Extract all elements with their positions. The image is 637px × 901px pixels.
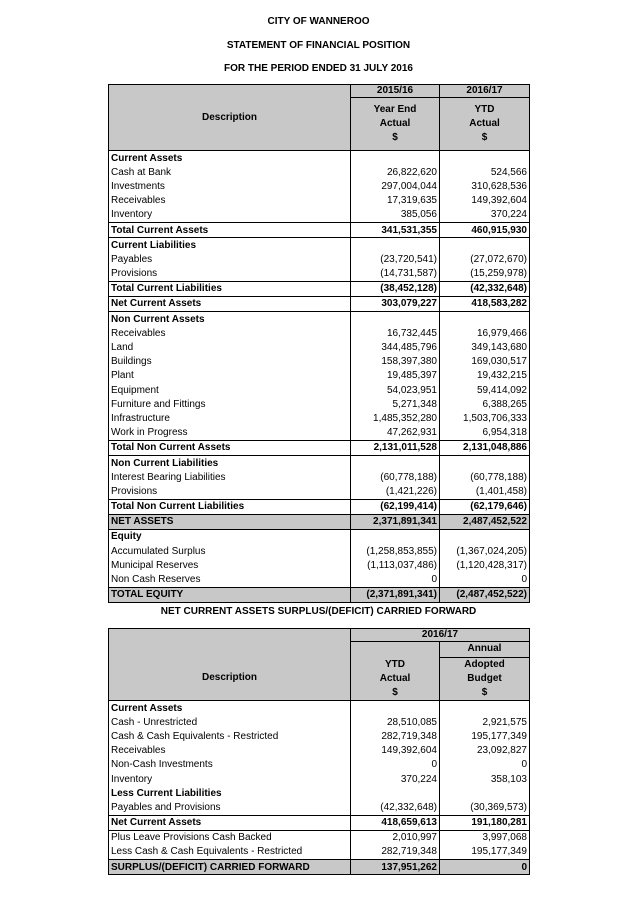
table-row — [109, 312, 530, 327]
row-value-1: 297,004,044 — [351, 179, 440, 193]
row-label: Total Non Current Assets — [109, 440, 351, 455]
row-value-1: 16,732,445 — [351, 326, 440, 340]
table-row — [109, 860, 530, 875]
row-label: TOTAL EQUITY — [109, 587, 351, 602]
year-end-actual-header: Year End Actual $ — [351, 98, 440, 151]
row-value-1 — [351, 151, 440, 166]
row-value-2: (15,259,978) — [440, 267, 530, 282]
row-value-2: (1,120,428,317) — [440, 558, 530, 572]
row-value-1: 370,224 — [351, 772, 440, 786]
table-row — [109, 772, 530, 786]
table-row — [109, 544, 530, 558]
table-row — [109, 484, 530, 499]
row-label: Non-Cash Investments — [109, 758, 351, 772]
row-label: Infrastructure — [109, 411, 351, 425]
row-value-1 — [351, 238, 440, 253]
row-value-1: (42,332,648) — [351, 800, 440, 815]
row-value-2: 149,392,604 — [440, 194, 530, 208]
table-row — [109, 470, 530, 484]
row-value-2: 2,131,048,886 — [440, 440, 530, 455]
table-row — [109, 815, 530, 830]
row-value-2: 0 — [440, 572, 530, 587]
row-label: Provisions — [109, 267, 351, 282]
annual-budget-header: Annual Adopted Budget $ — [440, 642, 530, 701]
row-label: Buildings — [109, 355, 351, 369]
row-value-1: 2,010,997 — [351, 830, 440, 845]
table-row — [109, 194, 530, 208]
table-row — [109, 572, 530, 587]
row-label: Provisions — [109, 484, 351, 499]
row-value-1: 1,485,352,280 — [351, 411, 440, 425]
row-value-2: 16,979,466 — [440, 326, 530, 340]
row-value-1 — [351, 786, 440, 800]
row-value-2: 191,180,281 — [440, 815, 530, 830]
row-value-1: 17,319,635 — [351, 194, 440, 208]
row-label: Total Current Liabilities — [109, 281, 351, 296]
table-row — [109, 397, 530, 411]
row-label: Current Liabilities — [109, 238, 351, 253]
row-value-1: 158,397,380 — [351, 355, 440, 369]
ytd-actual-header-2: YTD Actual $ — [351, 642, 440, 701]
row-label: Total Current Assets — [109, 222, 351, 237]
table-row — [109, 426, 530, 441]
row-value-1: (14,731,587) — [351, 267, 440, 282]
row-label: Net Current Assets — [109, 296, 351, 311]
row-label: Receivables — [109, 326, 351, 340]
row-label: Interest Bearing Liabilities — [109, 470, 351, 484]
row-value-1: (62,199,414) — [351, 499, 440, 514]
row-label: Accumulated Surplus — [109, 544, 351, 558]
row-value-2: 195,177,349 — [440, 845, 530, 860]
description-header-2: Description — [109, 629, 351, 701]
row-label: Non Current Liabilities — [109, 455, 351, 470]
table-row — [109, 845, 530, 860]
table-row — [109, 729, 530, 743]
table-row — [109, 208, 530, 223]
row-value-1: 2,131,011,528 — [351, 440, 440, 455]
row-value-2: (1,367,024,205) — [440, 544, 530, 558]
row-value-1: (38,452,128) — [351, 281, 440, 296]
financial-position-table — [108, 84, 530, 603]
table-row — [109, 786, 530, 800]
row-value-2 — [440, 238, 530, 253]
row-label: Cash at Bank — [109, 165, 351, 179]
row-value-1: 341,531,355 — [351, 222, 440, 237]
row-value-1 — [351, 529, 440, 544]
table-row — [109, 529, 530, 544]
year-2015-16-header: 2015/16 — [351, 85, 440, 98]
row-label: Non Cash Reserves — [109, 572, 351, 587]
table-row — [109, 455, 530, 470]
ytd-actual-header: YTD Actual $ — [440, 98, 530, 151]
row-value-1: 54,023,951 — [351, 383, 440, 397]
row-value-1: (1,421,226) — [351, 484, 440, 499]
statement-title: STATEMENT OF FINANCIAL POSITION — [226, 40, 411, 51]
row-value-1: (1,258,853,855) — [351, 544, 440, 558]
row-value-2: 3,997,068 — [440, 830, 530, 845]
row-value-2: 19,432,215 — [440, 369, 530, 383]
year-2016-17-header-2: 2016/17 — [351, 629, 530, 642]
row-value-1: 5,271,348 — [351, 397, 440, 411]
row-label: Municipal Reserves — [109, 558, 351, 572]
row-value-1: 149,392,604 — [351, 744, 440, 758]
row-value-1 — [351, 701, 440, 716]
row-value-2: (27,072,670) — [440, 252, 530, 266]
row-value-2: (60,778,188) — [440, 470, 530, 484]
table-row — [109, 281, 530, 296]
table-row — [109, 830, 530, 845]
row-label: Current Assets — [109, 701, 351, 716]
row-value-2: (42,332,648) — [440, 281, 530, 296]
row-value-2: 0 — [440, 860, 530, 875]
table-row — [109, 383, 530, 397]
row-label: Work in Progress — [109, 426, 351, 441]
table-row — [109, 340, 530, 354]
row-value-2: 2,487,452,522 — [440, 514, 530, 529]
surplus-table — [108, 628, 530, 875]
row-label: Furniture and Fittings — [109, 397, 351, 411]
row-label: Total Non Current Liabilities — [109, 499, 351, 514]
row-label: SURPLUS/(DEFICIT) CARRIED FORWARD — [109, 860, 351, 875]
row-value-2: 358,103 — [440, 772, 530, 786]
year-2016-17-header: 2016/17 — [440, 85, 530, 98]
row-value-2 — [440, 529, 530, 544]
row-value-1: 0 — [351, 572, 440, 587]
row-value-1: (2,371,891,341) — [351, 587, 440, 602]
table-row — [109, 296, 530, 311]
row-value-1: 2,371,891,341 — [351, 514, 440, 529]
table-row — [109, 369, 530, 383]
row-value-2 — [440, 455, 530, 470]
row-value-1: 137,951,262 — [351, 860, 440, 875]
row-value-1: (1,113,037,486) — [351, 558, 440, 572]
table-row — [109, 222, 530, 237]
row-label: Less Current Liabilities — [109, 786, 351, 800]
row-value-2: 370,224 — [440, 208, 530, 223]
table-row — [109, 758, 530, 772]
table-row — [109, 252, 530, 266]
row-value-1: (60,778,188) — [351, 470, 440, 484]
row-value-2: 418,583,282 — [440, 296, 530, 311]
row-value-2: 460,915,930 — [440, 222, 530, 237]
table-row — [109, 165, 530, 179]
table-row — [109, 440, 530, 455]
table-row — [109, 744, 530, 758]
row-value-2: 1,503,706,333 — [440, 411, 530, 425]
row-label: Payables — [109, 252, 351, 266]
row-label: Equity — [109, 529, 351, 544]
row-value-1: 26,822,620 — [351, 165, 440, 179]
row-value-2: 59,414,092 — [440, 383, 530, 397]
row-value-2: 0 — [440, 758, 530, 772]
row-label: NET ASSETS — [109, 514, 351, 529]
row-label: Current Assets — [109, 151, 351, 166]
table-row — [109, 179, 530, 193]
row-value-2 — [440, 151, 530, 166]
row-value-2: (62,179,646) — [440, 499, 530, 514]
row-value-2: (1,401,458) — [440, 484, 530, 499]
period-title: FOR THE PERIOD ENDED 31 JULY 2016 — [224, 63, 413, 74]
row-value-1: 418,659,613 — [351, 815, 440, 830]
row-label: Cash - Unrestricted — [109, 715, 351, 729]
surplus-title: NET CURRENT ASSETS SURPLUS/(DEFICIT) CARRIED FORWARD — [160, 606, 477, 617]
row-label: Less Cash & Cash Equivalents - Restricted — [109, 845, 351, 860]
row-label: Inventory — [109, 772, 351, 786]
row-value-2: 195,177,349 — [440, 729, 530, 743]
row-label: Land — [109, 340, 351, 354]
row-label: Receivables — [109, 194, 351, 208]
row-value-1: 282,719,348 — [351, 729, 440, 743]
row-label: Cash & Cash Equivalents - Restricted — [109, 729, 351, 743]
row-value-2: 524,566 — [440, 165, 530, 179]
row-label: Payables and Provisions — [109, 800, 351, 815]
table-row — [109, 800, 530, 815]
row-value-2: 23,092,827 — [440, 744, 530, 758]
row-label: Net Current Assets — [109, 815, 351, 830]
row-value-2 — [440, 701, 530, 716]
description-header: Description — [109, 85, 351, 151]
row-value-1 — [351, 312, 440, 327]
row-label: Inventory — [109, 208, 351, 223]
row-value-1: 303,079,227 — [351, 296, 440, 311]
row-value-2: 6,954,318 — [440, 426, 530, 441]
row-value-1: 282,719,348 — [351, 845, 440, 860]
row-value-2: 349,143,680 — [440, 340, 530, 354]
row-value-1: 28,510,085 — [351, 715, 440, 729]
row-value-2: (2,487,452,522) — [440, 587, 530, 602]
row-label: Non Current Assets — [109, 312, 351, 327]
row-label: Investments — [109, 179, 351, 193]
row-label: Plant — [109, 369, 351, 383]
table-row — [109, 151, 530, 166]
row-value-1: 344,485,796 — [351, 340, 440, 354]
row-value-2: 2,921,575 — [440, 715, 530, 729]
row-value-2 — [440, 786, 530, 800]
table-row — [109, 267, 530, 282]
row-label: Equipment — [109, 383, 351, 397]
row-value-1: 19,485,397 — [351, 369, 440, 383]
table-row — [109, 499, 530, 514]
row-value-1: 385,056 — [351, 208, 440, 223]
row-value-2: (30,369,573) — [440, 800, 530, 815]
row-value-2 — [440, 312, 530, 327]
row-value-1: (23,720,541) — [351, 252, 440, 266]
row-value-1: 0 — [351, 758, 440, 772]
row-value-2: 310,628,536 — [440, 179, 530, 193]
table-row — [109, 238, 530, 253]
table-row — [109, 558, 530, 572]
table-row — [109, 587, 530, 602]
table-row — [109, 514, 530, 529]
row-value-2: 6,388,265 — [440, 397, 530, 411]
row-value-1 — [351, 455, 440, 470]
row-value-2: 169,030,517 — [440, 355, 530, 369]
row-label: Plus Leave Provisions Cash Backed — [109, 830, 351, 845]
table-row — [109, 326, 530, 340]
row-label: Receivables — [109, 744, 351, 758]
city-title: CITY OF WANNEROO — [267, 16, 370, 27]
table-row — [109, 411, 530, 425]
row-value-1: 47,262,931 — [351, 426, 440, 441]
table-row — [109, 701, 530, 716]
table-row — [109, 715, 530, 729]
table-row — [109, 355, 530, 369]
